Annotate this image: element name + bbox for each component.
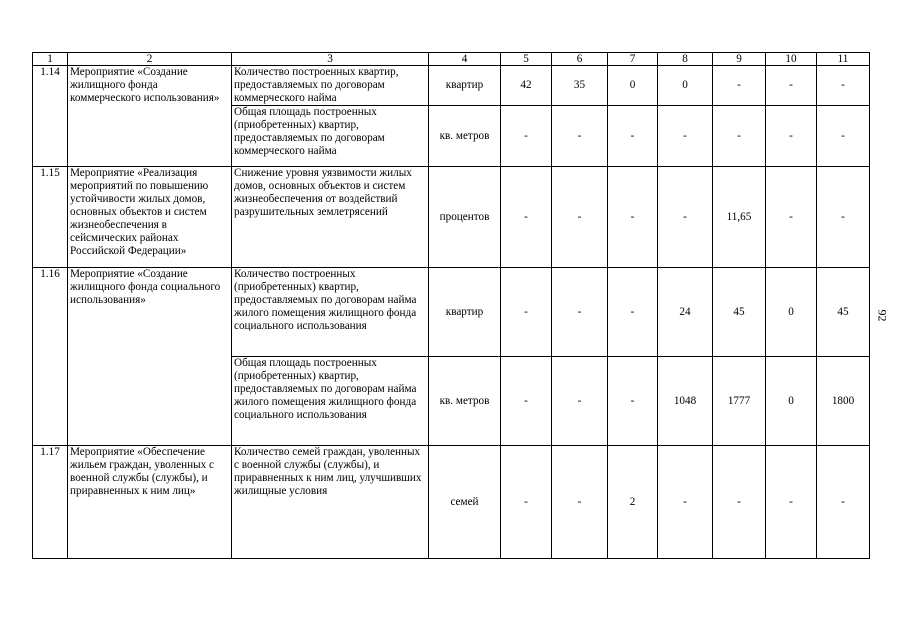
value-cell: - (501, 268, 552, 357)
value-cell: - (766, 446, 817, 559)
value-cell: - (817, 106, 870, 167)
column-number: 8 (658, 53, 713, 66)
value-cell: - (658, 106, 713, 167)
value-cell: - (552, 357, 608, 446)
row-code: 1.17 (33, 446, 68, 559)
value-cell: - (608, 106, 658, 167)
indicator-name: Общая площадь построенных (приобретенных) квартир, предоставляемых по договорам найма жилого помещения жилищного фонда социального использования (232, 357, 429, 446)
value-cell: - (608, 167, 658, 268)
table-row (33, 167, 870, 268)
value-cell: 45 (713, 268, 766, 357)
unit: семей (429, 446, 501, 559)
column-number: 7 (608, 53, 658, 66)
value-cell: - (552, 106, 608, 167)
table-row (33, 446, 870, 559)
value-cell: - (817, 446, 870, 559)
indicator-name: Снижение уровня уязвимости жилых домов, основных объектов и систем жизнеобеспечения от воздействий разрушительных землетрясений (232, 167, 429, 268)
value-cell: - (501, 446, 552, 559)
unit: квартир (429, 66, 501, 106)
row-code: 1.16 (33, 268, 68, 446)
value-cell: - (817, 167, 870, 268)
value-cell: - (552, 446, 608, 559)
indicator-name: Количество построенных (приобретенных) квартир, предоставляемых по договорам найма жилого помещения жилищного фонда социального использования (232, 268, 429, 357)
value-cell: - (766, 167, 817, 268)
value-cell: 11,65 (713, 167, 766, 268)
column-number: 10 (766, 53, 817, 66)
value-cell: - (552, 167, 608, 268)
value-cell: - (817, 66, 870, 106)
value-cell: 0 (766, 268, 817, 357)
value-cell: 0 (658, 66, 713, 106)
column-number: 9 (713, 53, 766, 66)
page-number: 92 (875, 309, 890, 322)
value-cell: - (608, 357, 658, 446)
unit: квартир (429, 268, 501, 357)
program-indicators-table (32, 52, 870, 559)
value-cell: 24 (658, 268, 713, 357)
value-cell: 1048 (658, 357, 713, 446)
column-number-row (33, 53, 870, 66)
table-row (33, 66, 870, 106)
event-name: Мероприятие «Создание жилищного фонда социального использования» (68, 268, 232, 446)
event-name: Мероприятие «Обеспечение жильем граждан, уволенных с военной службы (службы), и приравненных к ним лиц» (68, 446, 232, 559)
value-cell: - (501, 106, 552, 167)
column-number: 6 (552, 53, 608, 66)
value-cell: 45 (817, 268, 870, 357)
value-cell: - (713, 106, 766, 167)
value-cell: - (766, 106, 817, 167)
value-cell: 0 (766, 357, 817, 446)
column-number: 1 (33, 53, 68, 66)
value-cell: - (713, 446, 766, 559)
value-cell: - (552, 268, 608, 357)
unit: процентов (429, 167, 501, 268)
column-number: 4 (429, 53, 501, 66)
unit: кв. метров (429, 106, 501, 167)
value-cell: 35 (552, 66, 608, 106)
value-cell: 0 (608, 66, 658, 106)
indicator-name: Количество построенных квартир, предоставляемых по договорам коммерческого найма (232, 66, 429, 106)
column-number: 3 (232, 53, 429, 66)
event-name: Мероприятие «Создание жилищного фонда коммерческого использования» (68, 66, 232, 167)
value-cell: 42 (501, 66, 552, 106)
unit: кв. метров (429, 357, 501, 446)
value-cell: - (608, 268, 658, 357)
column-number: 5 (501, 53, 552, 66)
column-number: 2 (68, 53, 232, 66)
indicator-name: Общая площадь построенных (приобретенных) квартир, предоставляемых по договорам коммерческого найма (232, 106, 429, 167)
value-cell: 1800 (817, 357, 870, 446)
value-cell: 2 (608, 446, 658, 559)
column-number: 11 (817, 53, 870, 66)
indicator-name: Количество семей граждан, уволенных с военной службы (службы), и приравненных к ним лиц, улучшивших жилищные условия (232, 446, 429, 559)
value-cell: - (658, 446, 713, 559)
value-cell: - (501, 167, 552, 268)
row-code: 1.14 (33, 66, 68, 167)
value-cell: - (501, 357, 552, 446)
table-row (33, 268, 870, 357)
value-cell: - (713, 66, 766, 106)
value-cell: - (766, 66, 817, 106)
value-cell: - (658, 167, 713, 268)
row-code: 1.15 (33, 167, 68, 268)
value-cell: 1777 (713, 357, 766, 446)
event-name: Мероприятие «Реализация мероприятий по повышению устойчивости жилых домов, основных объектов и систем жизнеобеспечения в сейсмических районах Российской Федерации» (68, 167, 232, 268)
